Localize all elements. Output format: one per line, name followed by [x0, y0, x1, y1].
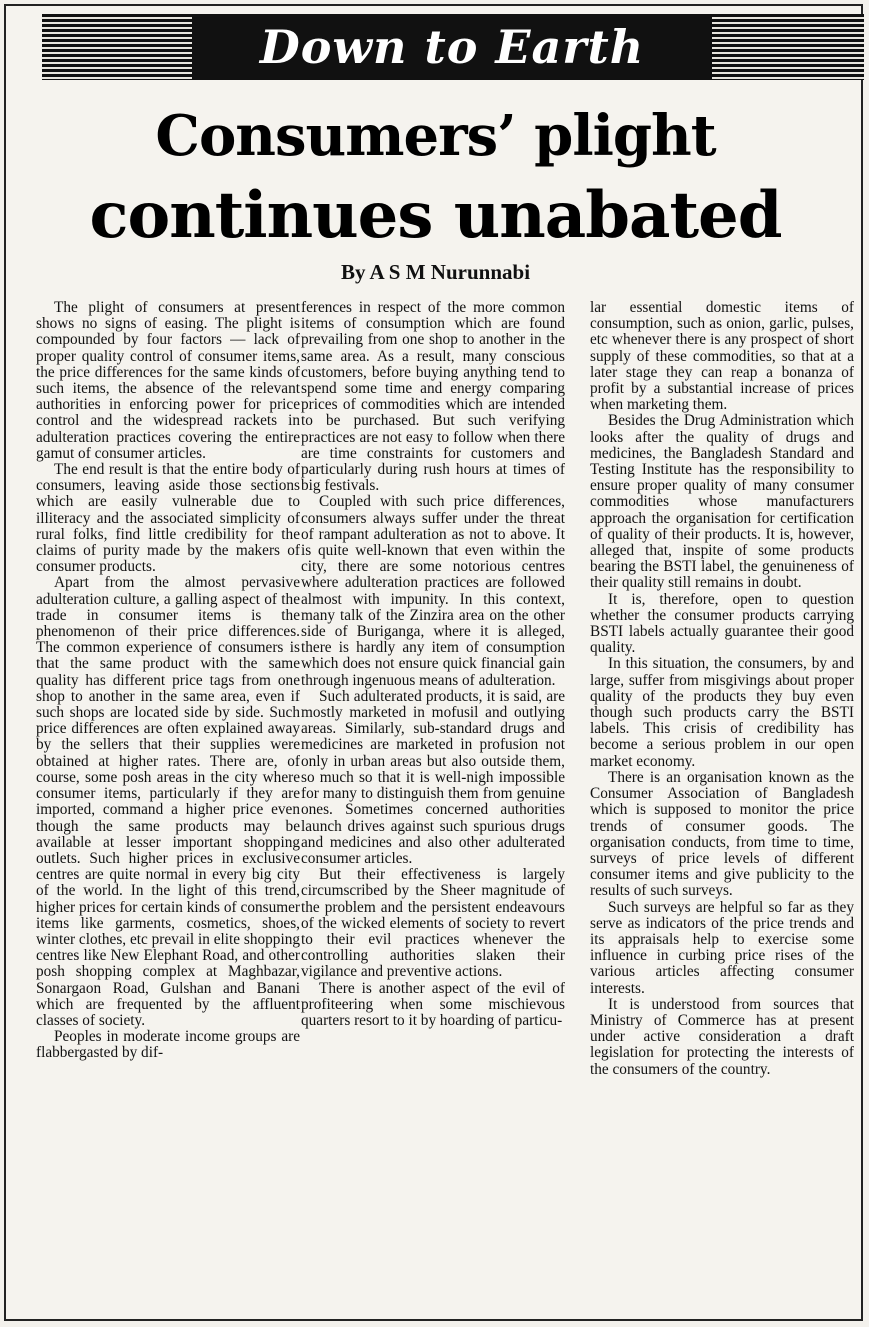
headline-line-2: continues unabated — [89, 178, 782, 253]
paragraph: The plight of consumers at present shows no signs of easing. The plight is compounded by four factors — lack of proper quality control of consumer items, the price differences for the same kinds of such items, the absence of the relevant authorities in enforcing power for price control and the widespread rackets in adulteration practices covering the entire gamut of consumer articles. — [36, 300, 300, 462]
paragraph: Peoples in moderate income groups are flabbergasted by dif- — [36, 1028, 300, 1062]
paragraph: In this situation, the consumers, by and large, suffer from misgivings about proper quality of the products they buy even though such products carry the BSTI labels. This crisis of credibility has become a serious problem in our open market economy. — [590, 655, 854, 770]
paragraph: The end result is that the entire body of consumers, leaving aside those sections which are easily vulnerable due to illiteracy and the associated simplicity of rural folks, find little credibility for the claims of purity made by the makers of consumer products. — [36, 461, 300, 576]
column-banner — [42, 14, 864, 80]
banner-title: Down to Earth — [192, 14, 712, 80]
headline-line-1: Consumers’ plight — [155, 103, 716, 169]
byline: By A S M Nurunnabi — [340, 260, 531, 284]
paragraph: Such surveys are helpful so far as they serve as indicators of the price trends and its appraisals help to exercise some influence in curbing price rises of the various articles affecting consumer interests. — [590, 898, 854, 997]
paragraph: There is an organisation known as the Consumer Association of Bangladesh which is supposed to monitor the price trends of consumer goods. The organisation conducts, from time to time, surveys of price levels of different consumer items and give publicity to the results of such surveys. — [590, 768, 854, 900]
paragraph: Besides the Drug Administration which looks after the quality of drugs and medicines, the Bangladesh Standard and Testing Institute has the responsibility to ensure proper quality of many consumer commodities whose manufacturers approach the organisation for certification of quality of their products. It is, however, alleged that, inspite of some products bearing the BSTI label, the genuineness of their quality still remains in doubt. — [590, 412, 854, 592]
paragraph: It is understood from sources that Ministry of Commerce has at present under active consideration a draft legislation for protecting the interests of the consumers of the country. — [590, 995, 854, 1078]
paragraph: Coupled with such price differences, consumers always suffer under the threat of rampant adulteration as not to above. It is quite well-known that even within the city, there are some notorious centres where adulteration practices are followed almost with impunity. In this context, many talk of the Zinzira area on the other side of Buriganga, where it is alleged, there is hardly any item of consumption which does not ensure quick financial gain through ingenuous means of adulteration. — [301, 493, 565, 689]
paragraph: But their effectiveness is largely circumscribed by the Sheer magnitude of the problem and the persistent endeavours of the wicked elements of society to revert to their evil practices whenever the controlling authorities slaken their vigilance and preventive actions. — [301, 866, 565, 981]
paragraph: It is, therefore, open to question whether the consumer products carrying BSTI labels actually guarantee their good quality. — [590, 590, 854, 657]
article-column-2 — [301, 300, 565, 1316]
article-column-3 — [590, 300, 854, 1316]
paragraph: There is another aspect of the evil of profiteering when some mischievous quarters resort to it by hoarding of particu- — [301, 979, 565, 1029]
paragraph: Such adulterated products, it is said, are mostly marketed in mofusil and outlying areas. Similarly, sub-standard drugs and medicines are marketed in profusion not only in urban areas but also outside them, so much so that it is well-nigh impossible for many to distinguish them from genuine ones. Sometimes concerned authorities launch drives against such spurious drugs and medicines and also other adulterated consumer articles. — [301, 687, 565, 867]
article-column-1 — [36, 300, 300, 1316]
newspaper-clipping — [4, 4, 863, 1321]
paragraph: Apart from the almost pervasive adulteration culture, a galling aspect of the trade in consumer items is the phenomenon of their price differences. The common experience of consumers is that the same product with the same quality has different price tags from one shop to another in the same area, even if such shops are located side by side. Such price differences are often explained away by the sellers that their supplies were obtained at higher rates. There are, of course, some posh areas in the city where consumer items, particularly if they are imported, command a higher price even though the same products may be available at lesser important shopping outlets. Such higher prices in exclusive centres are quite normal in every big city of the world. In the light of this trend, higher prices for certain kinds of consumer items like garments, cosmetics, shoes, winter clothes, etc prevail in elite shopping centres like New Elephant Road, and other posh shopping complex at Maghbazar, Sonargaon Road, Gulshan and Banani which are frequented by the affluent classes of society. — [36, 574, 300, 1029]
paragraph: lar essential domestic items of consumption, such as onion, garlic, pulses, etc whenever there is any prospect of short supply of these commodities, so that at a later stage they can reap a bonanza of profit by a substantial increase of prices when marketing them. — [590, 300, 854, 414]
paragraph: ferences in respect of the more common items of consumption which are found prevailing from one shop to another in the same area. As a result, many conscious customers, before buying anything tend to spend some time and energy comparing prices of commodities which are intended to be purchased. But such verifying practices are not easy to follow when there are time constraints for customers and particularly during rush hours at times of big festivals. — [301, 300, 565, 495]
